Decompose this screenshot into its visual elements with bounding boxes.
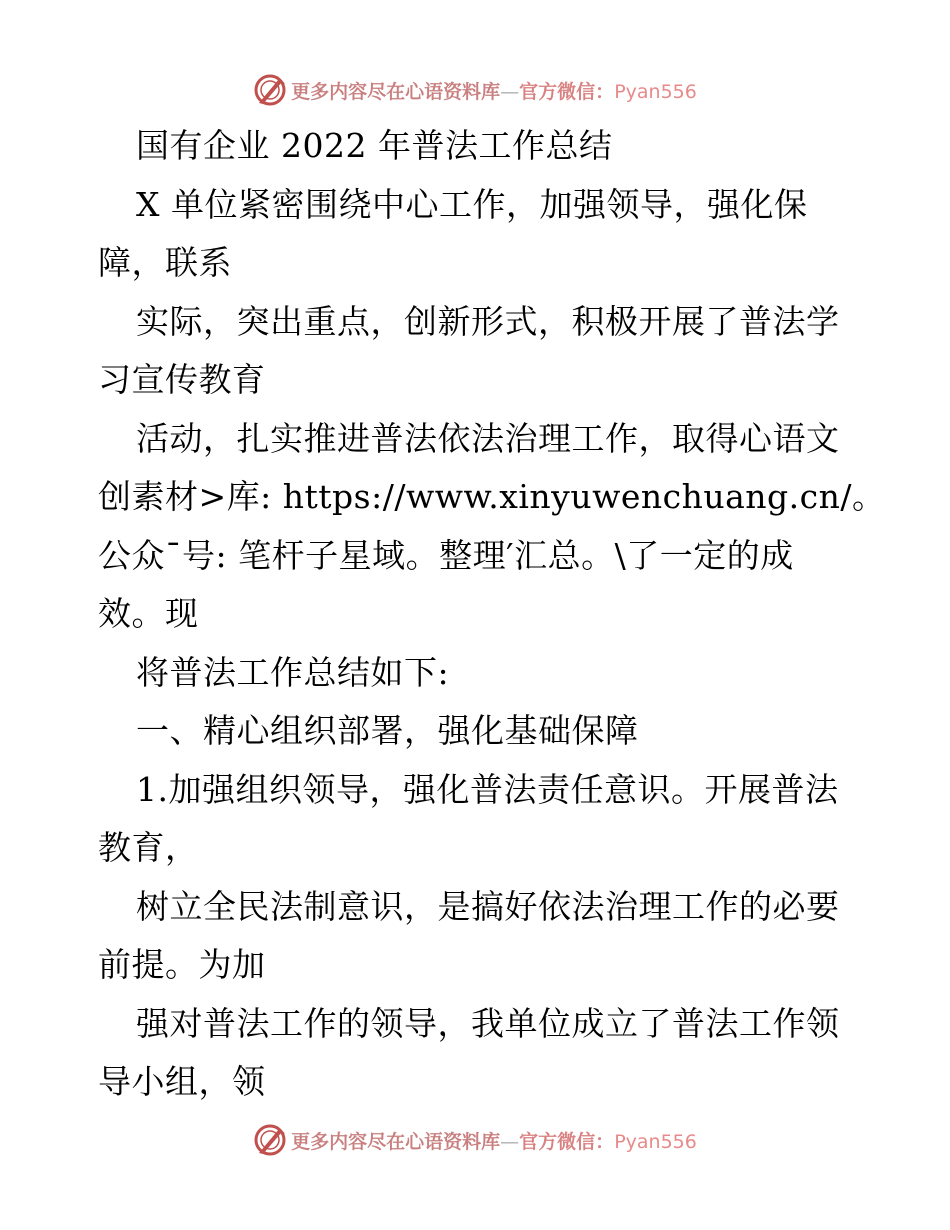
banner-wechat-id: Pyan556 (614, 1130, 697, 1153)
banner-wechat-id: Pyan556 (614, 80, 697, 103)
document-body (98, 117, 886, 1112)
banner-dash: — (500, 80, 520, 103)
banner-dash: — (500, 1130, 520, 1153)
banner-brand: 更多内容尽在心语资料库 (291, 80, 501, 103)
banner-text (291, 1127, 697, 1154)
text-line: 强对普法工作的领导，我单位成立了普法工作领 (136, 1003, 840, 1043)
banner-text (291, 77, 697, 104)
banner-wechat-label: 官方微信： (519, 1130, 615, 1153)
text-line: 将普法工作总结如下: (136, 652, 450, 692)
text-line: 导小组，领 (98, 1062, 266, 1101)
text-line: 树立全民法制意识，是搞好依法治理工作的必要 (136, 886, 840, 926)
document-title: 国有企业 2022 年普法工作总结 (136, 126, 613, 165)
text-line: 习宣传教育 (98, 360, 266, 399)
footer-watermark-banner (0, 1120, 950, 1160)
header-watermark-banner (0, 70, 950, 110)
text-line: 实际，突出重点，创新形式，积极开展了普法学 (136, 301, 840, 341)
text-line: X 单位紧密围绕中心工作，加强领导，强化保 (136, 184, 808, 224)
text-line: 效。现 (98, 594, 199, 633)
text-line: 公众¯号: 笔杆子星域。整理′汇总。\了一定的成 (98, 535, 794, 575)
text-line: 创素材>库: https://www.xinyuwenchuang.cn/。 (98, 477, 886, 516)
banner-wechat-label: 官方微信： (519, 80, 615, 103)
text-line: 活动，扎实推进普法依法治理工作，取得心语文 (136, 418, 840, 458)
quill-pen-circle-icon (253, 73, 287, 107)
banner-brand: 更多内容尽在心语资料库 (291, 1130, 501, 1153)
text-line: 障，联系 (98, 243, 232, 282)
text-line: 教育， (98, 828, 199, 867)
subsection-heading: 1.加强组织领导，强化普法责任意识。开展普法 (136, 769, 839, 809)
text-line: 前提。为加 (98, 945, 266, 984)
quill-pen-circle-icon (253, 1123, 287, 1157)
section-heading: 一、精心组织部署，强化基础保障 (136, 711, 639, 750)
